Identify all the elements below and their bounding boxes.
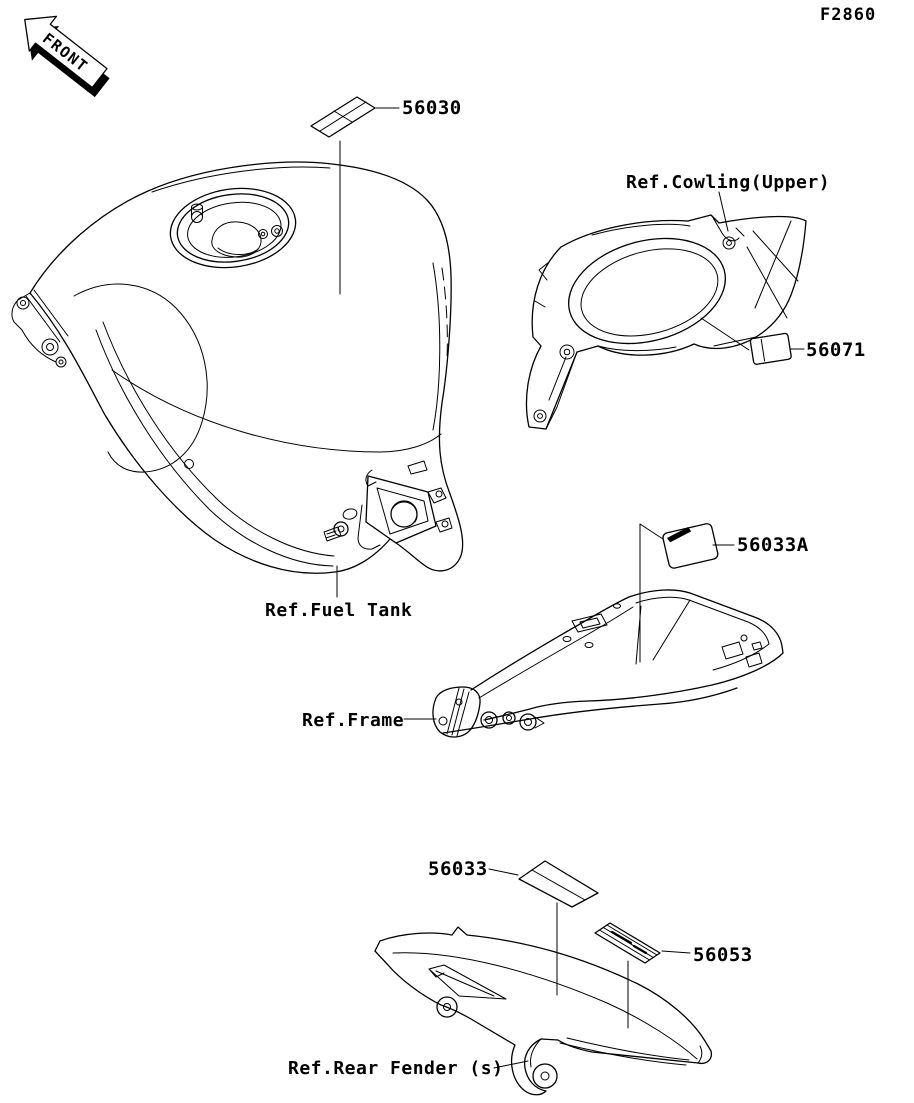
ref-label-frame: Ref.Frame [302, 710, 405, 731]
tank-rear-bracket [324, 461, 452, 549]
fuel-tank-drawing [12, 162, 463, 573]
tank-hole [185, 460, 194, 469]
leader-56053 [662, 951, 690, 953]
ref-label-fuel-tank: Ref.Fuel Tank [265, 600, 413, 621]
ref-label-rear-fender: Ref.Rear Fender (s) [288, 1058, 504, 1079]
part-number-56033A: 56033A [737, 534, 809, 556]
part-number-56071: 56071 [806, 339, 866, 361]
callout-56033 [428, 858, 598, 995]
decal-56033 [519, 861, 598, 907]
callout-56071 [701, 318, 866, 365]
leader-56071-diag [701, 318, 749, 350]
part-number-56033: 56033 [428, 858, 488, 880]
fuel-cap [165, 181, 301, 276]
leader-56033 [489, 869, 518, 875]
tank-left-bracket [12, 290, 68, 367]
part-number-56053: 56053 [693, 944, 753, 966]
decal-56071 [750, 333, 792, 365]
part-number-56030: 56030 [402, 97, 462, 119]
front-marker-label: FRONT [39, 29, 92, 76]
front-arrow-icon [8, 2, 120, 105]
figure-code: F2860 [820, 5, 877, 25]
leader-cowling [719, 192, 728, 231]
frame-drawing [433, 590, 783, 737]
decal-56053 [595, 923, 660, 963]
callout-56030 [311, 97, 462, 294]
decal-56033A [662, 522, 719, 569]
cowling-drawing [526, 215, 806, 429]
ref-label-cowling-upper: Ref.Cowling(Upper) [626, 172, 831, 193]
leader-56033A-diag [640, 524, 666, 541]
